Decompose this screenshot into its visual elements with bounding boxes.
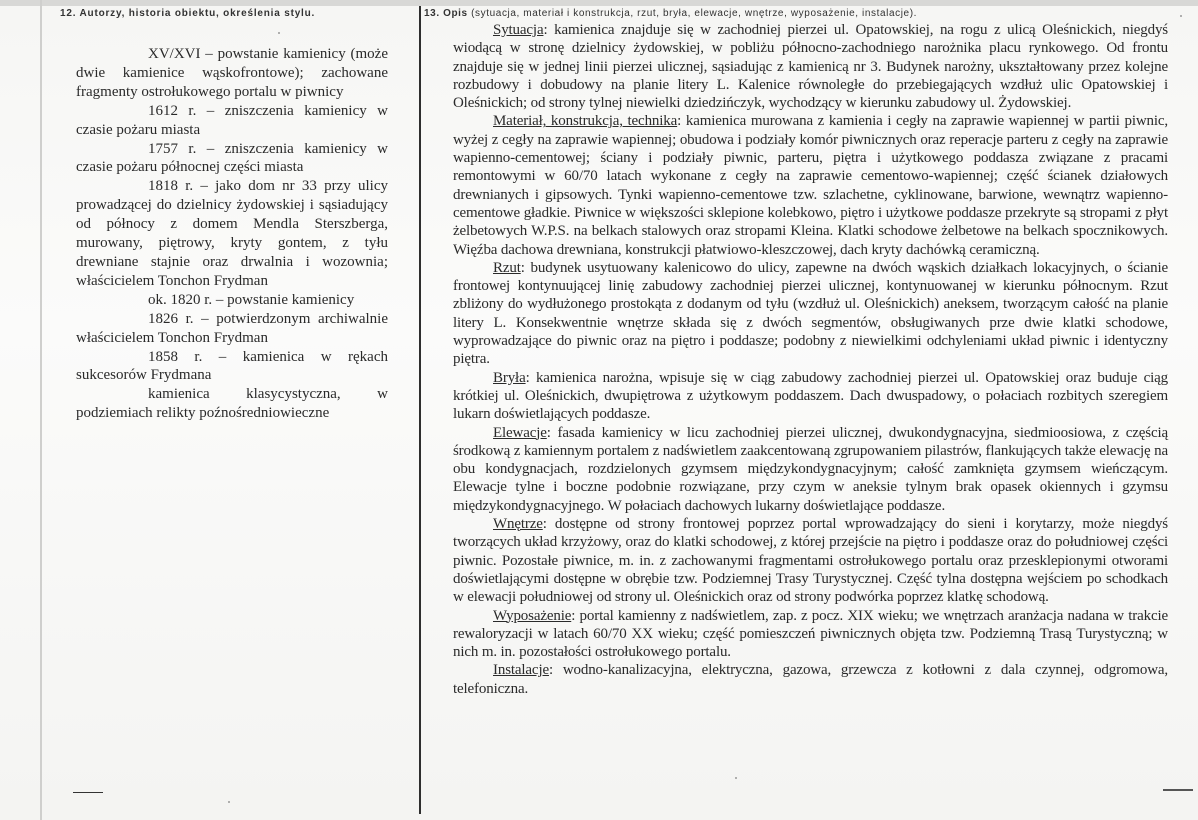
scan-speck (735, 777, 737, 779)
term-label: Rzut (493, 259, 521, 276)
section-12-header: 12. Autorzy, historia obiektu, określenia stylu. (60, 8, 316, 19)
paragraph-rzut (453, 259, 1168, 369)
paragraph-text: : budynek usytuowany kalenicowo do ulicy, zapewne na dwóch wąskich działkach lokacyjnych, o ścianie frontowej kontynuującej linię zabudowy zachodniej pierzei ulicznej, kontynuowanej w kierunku północnym. Rzut zbliżony do wydłużonego prostokąta z dodanym od tyłu (wzdłuż ul. Oleśnickich) aneksem, tworzącym całość na planie litery L. Konsekwentnie wnętrze składa się z dwóch segmentów, obsługiwanych prze dwie klatki schodowe, wyprowadzające do piwnic oraz na piętro i poddasze; podobny z niewielkimi odchyleniami układ piwnic i identyczny piętra. (453, 259, 1168, 368)
description-body (453, 21, 1168, 698)
paragraph-text: : kamienica murowana z kamienia i cegły na zaprawie wapiennej w partii piwnic, wyżej z cegły na zaprawie wapiennej; obudowa i podziały komór piwnicznych oraz reperacje parteru z cegły na zaprawie wapienno-cementowej; ściany i podziały piwnic, parteru, piętra i użytkowego poddasza związane z pracami remontowymi w 60/70 latach wykonane z cegły na zaprawie cementowo-wapiennej; część ścianek działowych drewnianych i gipsowych. Tynki wapienno-cementowe tzw. szlachetne, cyklinowane, barwione, wewnątrz wapienno-cementowe gładkie. Piwnice w większości sklepione kolebkowo, piętro i użytkowe poddasze przekryte są stropami z płyt żelbetowych W.P.S. na belkach stalowych oraz stropami Kleina. Klatki schodowe żelbetowe na belkach spocznikowych. Więźba dachowa drewniana, konstrukcji płatwiowo-kleszczowej, dach kryty dachówką ceramiczną. (453, 113, 1169, 258)
scan-speck (278, 32, 280, 34)
description-column (422, 6, 1170, 698)
section-13-number: 13. Opis (424, 8, 468, 19)
term-label: Sytuacja (493, 22, 544, 38)
paragraph-material (453, 112, 1168, 258)
paragraph-text: : dostępne od strony frontowej poprzez portal wprowadzający do sieni i korytarzy, może niegdyś tworzących układ krzyżowy, oraz do klatki schodowej, z której przejście na piętro i poddasze oraz do południowej części piwnic. Pozostałe piwnice, m. in. z zachowanymi fragmentami ostrołukowego portalu oraz przesklepionymi otworami doświetlającymi dostępne w obrębie tzw. Podziemnej Trasy Turystycznej. Część tylna dostępna wejściem po schodkach w elewacji południowej od strony ul. Oleśnickich oraz od strony podwórka poprzez klatkę schodową. (453, 516, 1168, 606)
history-entry: 1826 r. – potwierdzonym archiwalnie właścicielem Tonchon Frydman (76, 310, 388, 346)
term-label: Wnętrze (493, 516, 543, 533)
history-column (42, 6, 418, 423)
paragraph-text: : wodno-kanalizacyjna, elektryczna, gazowa, grzewcza z kotłowni z dala czynnej, odgromowa, telefoniczna. (453, 662, 1168, 697)
paragraph-text: : kamienica narożna, wpisuje się w ciąg zabudowy zachodniej pierzei ul. Opatowskiej oraz buduje ciąg krótkiej ul. Oleśnickich, dwupiętrowa z użytkowym poddaszem. Dach dwuspadowy, o połaciach rozbitych szeregiem lukarn doświetlających poddasze. (453, 369, 1168, 423)
history-entry: 1757 r. – zniszczenia kamienicy w czasie pożaru północnej części miasta (76, 140, 388, 176)
history-entry: 1818 r. – jako dom nr 33 przy ulicy prowadzącej do dzielnicy żydowskiej i sąsiadujący od północy z domem Mendla Sterszberga, murowany, piętrowy, kryty gontem, z tyłu drewniane stajnie oraz drwalnia i wozownia; właścicielem Tonchon Frydman (76, 178, 388, 289)
term-label: Wyposażenie (493, 607, 572, 624)
history-entry: ok. 1820 r. – powstanie kamienicy (148, 291, 355, 308)
history-entry: 1858 r. – kamienica w rękach sukcesorów Frydmana (76, 348, 388, 384)
paragraph-elewacje (453, 424, 1168, 515)
term-label: Instalacje (493, 662, 549, 679)
section-13-header (424, 8, 1170, 19)
history-entry: XV/XVI – powstanie kamienicy (może dwie kamienice wąskofrontowe); zachowane fragmenty ostrołukowego portalu w piwnicy (76, 46, 388, 100)
paragraph-text: : kamienica znajduje się w zachodniej pierzei ul. Opatowskiej, na rogu z ulicą Oleśnickich, niegdyś wiodącą w stronę dzielnicy żydowskiej, w pobliżu północno-zachodniego narożnika placu rynkowego. Od frontu znajduje się w jednej linii pierzei ulicznej, sąsiadując z kamienicą nr 3. Budynek narożny, ukształtowany przez kolejne rozbudowy i dobudowy na planie litery L. Kalenice równoległe do przebiegających wzdłuż ulic Opatowskiej i Oleśnickich; od strony tylnej niewielki dziedzińczyk, wychodzący w kierunku zabudowy ul. Żydowskiej. (453, 22, 1168, 112)
paragraph-wnetrze (453, 515, 1168, 606)
scan-mark-right (1163, 789, 1193, 791)
paragraph-sytuacja (453, 21, 1168, 112)
term-label: Elewacje (493, 424, 547, 441)
paragraph-bryla (453, 369, 1168, 424)
history-entry: kamienica klasycystyczna, w podziemiach relikty poźnośredniowieczne (76, 386, 388, 422)
paragraph-text: : portal kamienny z nadświetlem, zap. z pocz. XIX wieku; we wnętrzach aranżacja nadana w trakcie rewaloryzacji w latach 60/70 XX wieku; część pomieszczeń piwnicznych objęta tzw. Podziemną Trasą Turystyczną; w nich m. in. pozostałości ostrołukowego portalu. (453, 607, 1168, 661)
scan-mark-left (73, 792, 103, 793)
scan-speck (228, 801, 230, 803)
history-entry: 1612 r. – zniszczenia kamienicy w czasie pożaru miasta (76, 102, 388, 138)
section-13-subtitle: (sytuacja, materiał i konstrukcja, rzut, bryła, elewacje, wnętrze, wyposażenie, instalacje). (471, 8, 918, 19)
term-label: Bryła (493, 369, 526, 386)
column-divider (419, 6, 421, 814)
paragraph-instalacje (453, 661, 1168, 698)
term-label: Materiał, konstrukcja, technika (493, 113, 678, 130)
scan-speck (1180, 15, 1182, 17)
paragraph-text: : fasada kamienicy w licu zachodniej pierzei ulicznej, dwukondygnacyjna, siedmioosiowa, z częścią środkową z kamiennym portalem z nadświetlem zaakcentowaną zgrupowaniem pilastrów, flankujących także elewację na obu kondygnacjach, rozdzielonych gzymsem międzykondygnacyjnym; całość zamknięta gzymsem wieńczącym. Elewacje tylne i boczne podobnie rozwiązane, przy czym w aneksie tylnym brak opasek okiennych i gzymsu międzykondygnacyjnego. W połaciach dachowych lukarny doświetlające poddasze. (453, 424, 1168, 514)
history-list (76, 45, 388, 423)
paragraph-wyposazenie (453, 607, 1168, 662)
